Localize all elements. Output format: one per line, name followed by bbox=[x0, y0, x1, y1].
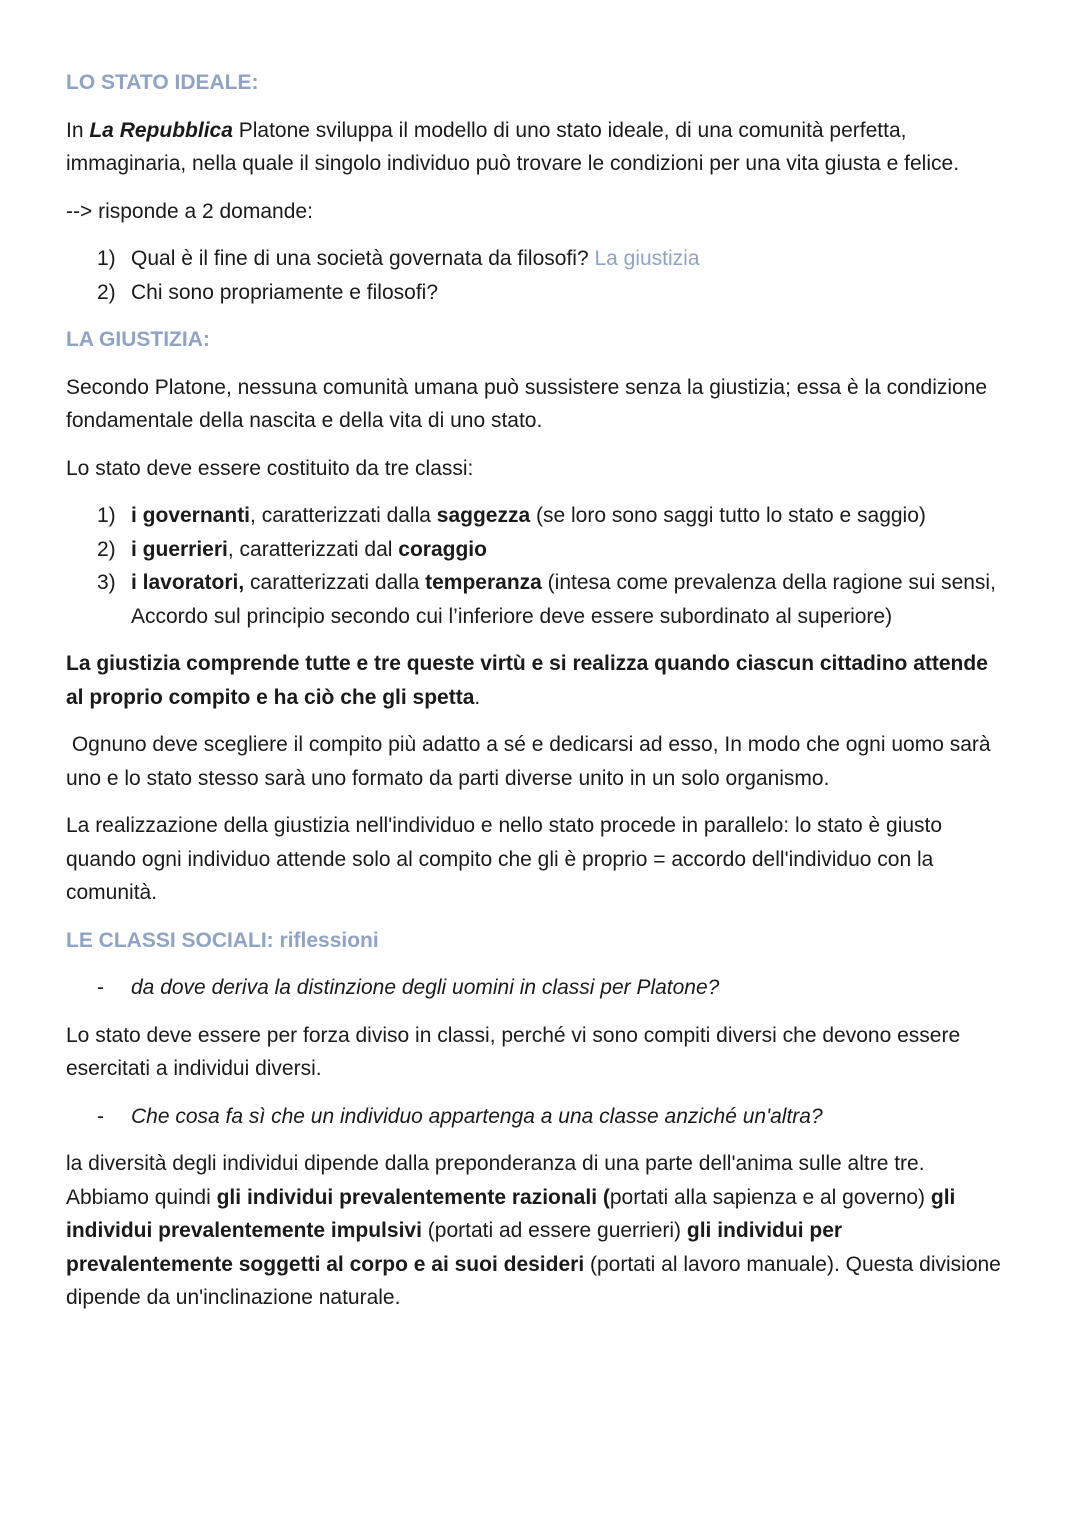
list-item: 2) i guerrieri, caratterizzati dal coraggio bbox=[97, 537, 487, 561]
book-title: La Repubblica bbox=[89, 118, 233, 142]
list-item: 3) i lavoratori, caratterizzati dalla temperanza (intesa come prevalenza della ragione sui sensi, Accordo sul principio secondo cui l’inferiore deve essere subordinato al superiore) bbox=[97, 571, 996, 628]
classes-list bbox=[66, 499, 1010, 633]
list-item: 1) i governanti, caratterizzati dalla saggezza (se loro sono saggi tutto lo stato e saggio) bbox=[97, 504, 926, 527]
heading-stato-ideale: LO STATO IDEALE: bbox=[66, 71, 259, 94]
list-item: 2) Chi sono propriamente e filosofi? bbox=[97, 280, 439, 304]
paragraph-compiti-diversi: Lo stato deve essere per forza diviso in classi, perché vi sono compiti diversi che devono essere esercitati a individui diversi. bbox=[66, 1023, 961, 1080]
heading-classi-sociali: LE CLASSI SOCIALI: riflessioni bbox=[66, 928, 379, 952]
paragraph-parallelo: La realizzazione della giustizia nell'individuo e nello stato procede in parallelo: lo stato è giusto quando ogni individuo attende solo al compito che gli è proprio = accordo dell'individuo con la comunità. bbox=[66, 814, 943, 904]
paragraph-domande: --> risponde a 2 domande: bbox=[66, 199, 313, 223]
list-item: 1) Qual è il fine di una società governata da filosofi? La giustizia bbox=[97, 247, 700, 270]
paragraph-giustizia: Secondo Platone, nessuna comunità umana può sussistere senza la giustizia; essa è la condizione fondamentale della nascita e della vita di uno stato. bbox=[66, 375, 988, 432]
answer-text: La giustizia bbox=[594, 247, 700, 270]
questions-list bbox=[66, 242, 1010, 309]
paragraph-repubblica: In La Repubblica Platone sviluppa il modello di uno stato ideale, di una comunità perfetta, immaginaria, nella quale il singolo individuo può trovare le condizioni per una vita giusta e felice. bbox=[66, 118, 960, 175]
paragraph-tre-classi: Lo stato deve essere costituito da tre classi: bbox=[66, 456, 474, 480]
paragraph-anima: la diversità degli individui dipende dalla preponderanza di una parte dell'anima sulle altre tre. Abbiamo quindi gli individui prevalentemente razionali (portati alla sapienza e al governo) gli individui prevalentemente impulsivi (portati ad essere guerrieri) gli individui per prevalentemente soggetti al corpo e ai suoi desideri (portati al lavoro manuale). Questa divisione dipende da un'inclinazione naturale. bbox=[66, 1152, 1001, 1309]
question-distinzione: - da dove deriva la distinzione degli uomini in classi per Platone? bbox=[97, 976, 720, 999]
heading-giustizia: LA GIUSTIZIA: bbox=[66, 328, 210, 351]
paragraph-compito: Ognuno deve scegliere il compito più adatto a sé e dedicarsi ad esso, In modo che ogni uomo sarà uno e lo stato stesso sarà uno formato da parti diverse unito in un solo organismo. bbox=[66, 733, 997, 790]
paragraph-virtu: La giustizia comprende tutte e tre queste virtù e si realizza quando ciascun cittadino attende al proprio compito e ha ciò che gli spetta. bbox=[66, 652, 988, 709]
question-appartenenza: - Che cosa fa sì che un individuo appartenga a una classe anziché un'altra? bbox=[97, 1104, 823, 1128]
